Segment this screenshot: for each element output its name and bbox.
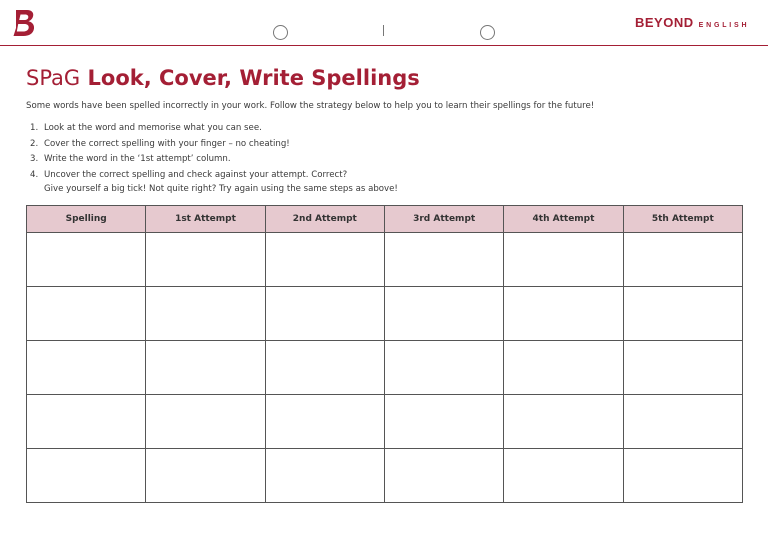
beyond-b-logo-icon <box>12 9 36 37</box>
brand-logo <box>635 15 749 30</box>
table-row <box>27 341 743 395</box>
column-header-5th-attempt: 5th Attempt <box>623 206 742 233</box>
title-prefix: SPaG <box>26 66 81 90</box>
table-row <box>27 395 743 449</box>
table-cell[interactable] <box>384 449 503 503</box>
column-header-3rd-attempt: 3rd Attempt <box>384 206 503 233</box>
step-text: Cover the correct spelling with your finger – no cheating! <box>44 138 290 149</box>
step-text: Write the word in the ‘1st attempt’ column. <box>44 154 231 164</box>
header-divider <box>0 45 768 46</box>
table-cell[interactable] <box>265 341 384 395</box>
table-cell[interactable] <box>384 233 503 287</box>
table-header-row <box>27 206 743 233</box>
table-cell[interactable] <box>504 287 623 341</box>
table-cell[interactable] <box>504 395 623 449</box>
list-item <box>26 121 398 137</box>
step-text: Look at the word and memorise what you can see. <box>44 123 262 133</box>
step-text: Give yourself a big tick! Not quite right? Try again using the same steps as above! <box>44 184 398 194</box>
table-cell[interactable] <box>265 395 384 449</box>
table-cell[interactable] <box>146 395 265 449</box>
table-cell[interactable] <box>384 395 503 449</box>
list-item <box>26 168 398 196</box>
table-cell[interactable] <box>623 233 742 287</box>
table-cell[interactable] <box>623 287 742 341</box>
table-cell[interactable] <box>265 233 384 287</box>
column-header-2nd-attempt: 2nd Attempt <box>265 206 384 233</box>
table-cell[interactable] <box>146 449 265 503</box>
column-header-4th-attempt: 4th Attempt <box>504 206 623 233</box>
step-number: 4. <box>30 169 39 180</box>
spelling-table <box>26 205 743 503</box>
table-cell[interactable] <box>384 341 503 395</box>
step-number: 3. <box>30 154 39 164</box>
step-number: 2. <box>30 138 39 149</box>
page-title <box>26 66 420 90</box>
table-cell[interactable] <box>623 449 742 503</box>
table-cell[interactable] <box>504 449 623 503</box>
brand-sub-text: ENGLISH <box>698 22 750 29</box>
table-cell[interactable] <box>27 341 146 395</box>
title-main: Look, Cover, Write Spellings <box>87 66 420 90</box>
table-cell[interactable] <box>146 341 265 395</box>
center-fold-mark <box>383 25 384 36</box>
intro-text: Some words have been spelled incorrectly in your work. Follow the strategy below to help you to learn their spellings for the future! <box>26 101 595 111</box>
table-row <box>27 233 743 287</box>
table-cell[interactable] <box>623 341 742 395</box>
list-item <box>26 152 398 168</box>
table-cell[interactable] <box>146 287 265 341</box>
list-item <box>26 137 398 153</box>
table-cell[interactable] <box>27 287 146 341</box>
step-text: Uncover the correct spelling and check against your attempt. Correct? <box>44 169 348 180</box>
punch-hole-right <box>480 25 495 40</box>
table-cell[interactable] <box>27 449 146 503</box>
table-row <box>27 449 743 503</box>
table-cell[interactable] <box>504 233 623 287</box>
column-header-1st-attempt: 1st Attempt <box>146 206 265 233</box>
table-cell[interactable] <box>504 341 623 395</box>
steps-list <box>26 121 398 195</box>
table-cell[interactable] <box>27 233 146 287</box>
table-cell[interactable] <box>146 233 265 287</box>
table-cell[interactable] <box>265 449 384 503</box>
table-cell[interactable] <box>384 287 503 341</box>
table-cell[interactable] <box>623 395 742 449</box>
page-header <box>0 0 768 46</box>
table-row <box>27 287 743 341</box>
punch-hole-left <box>273 25 288 40</box>
step-number: 1. <box>30 123 39 133</box>
table-cell[interactable] <box>265 287 384 341</box>
table-cell[interactable] <box>27 395 146 449</box>
column-header-spelling: Spelling <box>27 206 146 233</box>
brand-main-text: BEYOND <box>635 15 694 30</box>
